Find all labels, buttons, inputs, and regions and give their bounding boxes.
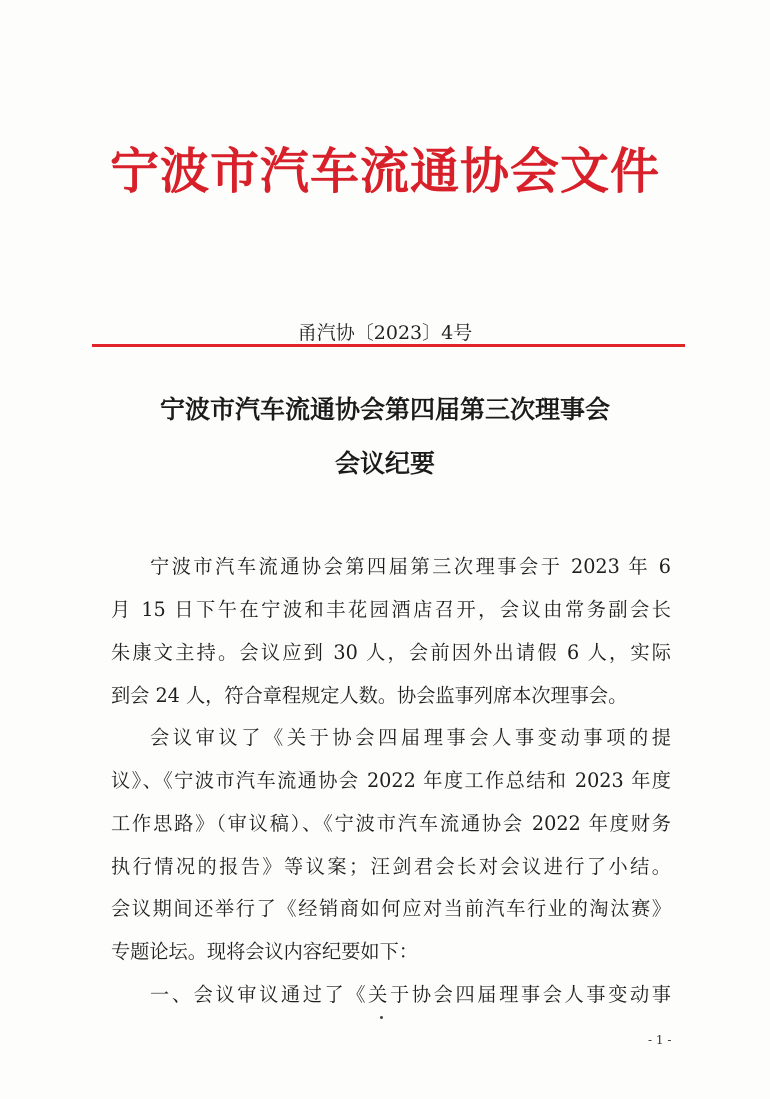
body-line: 会议期间还举行了《经销商如何应对当前汽车行业的淘汰赛》	[111, 897, 671, 920]
body-line: 宁波市汽车流通协会第四届第三次理事会于 2023 年 6	[150, 555, 671, 578]
document-title-line-2: 会议纪要	[334, 449, 435, 478]
red-divider-rule	[92, 344, 685, 347]
body-line: 工作思路》（审议稿）、《宁波市汽车流通协会 2022 年度财务	[111, 812, 671, 835]
page-number: - 1 -	[648, 1033, 672, 1047]
letterhead-title: 宁波市汽车流通协会文件	[109, 143, 660, 200]
scan-speck	[380, 1016, 383, 1019]
document-number: 甬汽协〔2023〕4号	[297, 322, 473, 344]
body-line: 月 15 日下午在宁波和丰花园酒店召开，会议由常务副会长	[111, 598, 671, 621]
body-line: 专题论坛。现将会议内容纪要如下：	[111, 940, 418, 963]
body-line: 议》、《宁波市汽车流通协会 2022 年度工作总结和 2023 年度	[111, 769, 671, 792]
body-line: 朱康文主持。会议应到 30 人，会前因外出请假 6 人，实际	[111, 641, 671, 664]
body-line: 到会 24 人，符合章程规定人数。协会监事列席本次理事会。	[111, 684, 628, 707]
body-line: 执行情况的报告》等议案；汪剑君会长对会议进行了小结。	[111, 855, 671, 878]
body-line: 一、会议审议通过了《关于协会四届理事会人事变动事	[150, 983, 671, 1006]
body-line: 会议审议了《关于协会四届理事会人事变动事项的提	[150, 726, 671, 749]
document-title-line-1: 宁波市汽车流通协会第四届第三次理事会	[159, 395, 610, 424]
